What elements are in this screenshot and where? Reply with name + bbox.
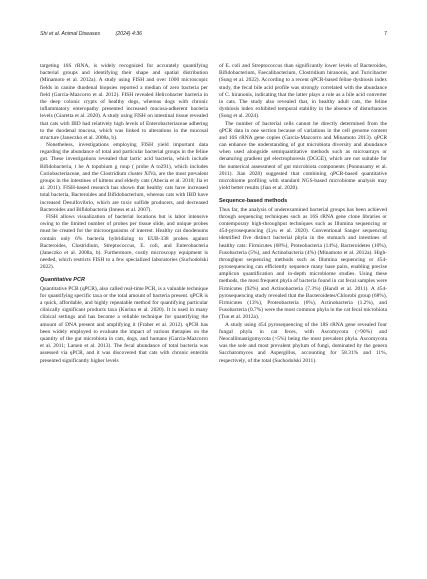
body-paragraph: FISH allows visualization of bacterial locations but is labor intensive owing to the limited number of probes per tissue slide, and unique probes must be created for the microorganisms of interest. Healthy cat duodenums contain only 6% bacteria hybridizing to EUB-338 probes against Bacteroides, Clostridium, Streptococcus, E. coli, and Enterobacteria (Janeczko et al. 2008a, b). Furthermore, costly microscopy equipment is needed, which restricts FISH to a few specialized laboratories (Suchodolski 2022). xyxy=(40,213,208,271)
body-paragraph: Quantitative PCR (qPCR), also called real-time PCR, is a valuable technique for quantifying specific taxa or the total amount of bacteria present. qPCR is a quick, affordable, and highly repeatable method for quantifying particular clinically significant products taxa (Kurina et al. 2020). It is used in many clinical settings and has become a reliable technique for quantifying the amount of DNA present and amplifying it (Fraher et al. 2012). qPCR has been widely employed to evaluate the impact of various therapies on the quantity of the gut microbiota in cats, dogs, and humans (Garcia-Mazcorro et al. 2011; Larsen et al. 2013). The fecal abundance of total bacteria was assessed via qPCR, and it was discovered that cats with chronic enteritis presented significantly higher levels xyxy=(40,285,208,364)
body-paragraph: of E. coli and Streptococcus than significantly lower levels of Bacteroides, Bifidobacterium, Faecalibacterium, Clostridium hiranonis, and Turicibacter (Sung et al. 2022). According to a recent qPCR-based feline dysbiosis index study, the fecal bile acid profile was strongly correlated with the abundance of C. hiranonis, indicating that the latter plays a role as a bile acid converter in cats. The study also revealed that, in healthy adult cats, the feline dysbiosis index exhibited temporal stability in the absence of disturbances (Sung et al. 2024). xyxy=(219,63,387,120)
left-column xyxy=(40,63,208,365)
section-heading-sequencing: Sequence-based methods xyxy=(219,198,288,205)
section-heading-qpcr: Quantitative PCR xyxy=(40,277,85,284)
body-paragraph: Thus far, the analysis of underexamined bacterial groups has been achieved through sequencing techniques such as 16S rRNA gene clone libraries or contemporary high-throughput techniques such as Illumina sequencing or 454-pyrosequencing (Lyu et al. 2020). Conventional Sanger sequencing identified five distinct bacterial phyla in the stomach and intestines of healthy cats: Firmicutes (68%), Proteobacteria (14%), Bacteroidetes (10%), Fusobacteria (5%), and Actinobacteria (4%) (Minamoto et al. 2012a). High-throughput sequencing methods such as Illumina sequencing or 454-pyrosequencing can efficiently sequence many base pairs, enabling precise amplicon quantification and in-depth microbiome studies. Using these methods, the most frequent phyla of bacteria found in cat fecal samples were Firmicutes (92%) and Actinobacteria (7.3%) (Handl et al. 2011). A 454-pyrosequencing study revealed that the Bacteroidetes/Chlorobi group (68%), Firmicutes (13%), Proteobacteria (6%), Actinobacteria (1.2%), and Fusobacteria (0.7%) were the most common phyla in the cat fecal microbiota (Tun et al. 2012a). xyxy=(219,206,387,321)
body-paragraph: The number of bacterial cells cannot be directly determined from the qPCR data in one section because of variations in the cell genome content and 16S rRNA gene copies (Garcia-Mazcorro and Minamoto 2013). qPCR can enhance the understanding of gut microbiota diversity and abundance when used alongside semiquantitative methods such as microarrays or denaturing gradient gel electrophoresis (DGGE), which are not suitable for the numerical assessment of gut microbiota components (Ponnusamy et al. 2011). Jian 2020) suggested that combining qPCR-based quantitative microbiome profiling with standard NGS-based microbiome analysis may yield better results (Jian et al. 2020). xyxy=(219,120,387,192)
journal-citation: Shi et al. Animal Diseases xyxy=(40,31,101,37)
body-paragraph: Nonetheless, investigations employing FISH yield important data regarding the abundance of total and particular bacterial groups in the feline gut. These investigations revealed that lactic acid bacteria, which include Bifidobacteria, t he A topobium g roup ( probe A to291), which includes Coriobacteriaceae, and the Clostridium cluster XIVa, are the most prevalent groups in the intestines of kittens and elderly cats (Abecia et al. 2010; Jia et al. 2011). FISH-based research has shown that healthy cats have increased total bacteria, Bacteroides and Bifidobacterium, whereas cats with IBD have increased Desulfovibrio, which are toxic sulfide producers, and decreased Bacteroides and Bifidobacteria (Inness et al. 2007). xyxy=(40,142,208,213)
volume-info: (2024) 4:36 xyxy=(115,31,143,37)
body-paragraph: A study using 454 pyrosequencing of the 18S rRNA gene revealed four fungal phyla in cat feces, with Ascomycota (>90%) and Neocallimastigomycota (>5%) being the most prevalent phyla. Ascomycota was the sole and most prevalent phylum of fungi, dominated by the genera Saccharomyces and Aspergillus, accounting for 58.31% and 11%, respectively, of the total (Suchodolski 2011). xyxy=(219,321,387,364)
running-header xyxy=(40,31,387,37)
page-number: 7 xyxy=(384,31,387,37)
body-paragraph: targeting 16S rRNA, is widely recognized for accurately quantifying bacterial groups and identifying their shape and spatial distribution (Minamoto et al. 2012a). A study using FISH and over 1000 microscopic fields in canine duodenal biopsies reported a median of zero bacteria per field (Garcia-Mazcorro et al. 2012). FISH revealed Helicobacter bacteria in the deep colonic crypts of healthy dogs, whereas dogs with chronic inflammatory enteropathy presented increased mucosa-adherent bacteria levels (Giaretta et al. 2020). A study using FISH on intestinal tissue revealed that cats with IBD had relatively high levels of Enterobacteriaceae adhering to the duodenal mucosa, which was linked to alterations in the mucosal structure (Janeczko et al. 2008a, b). xyxy=(40,63,208,141)
right-column xyxy=(219,63,387,365)
